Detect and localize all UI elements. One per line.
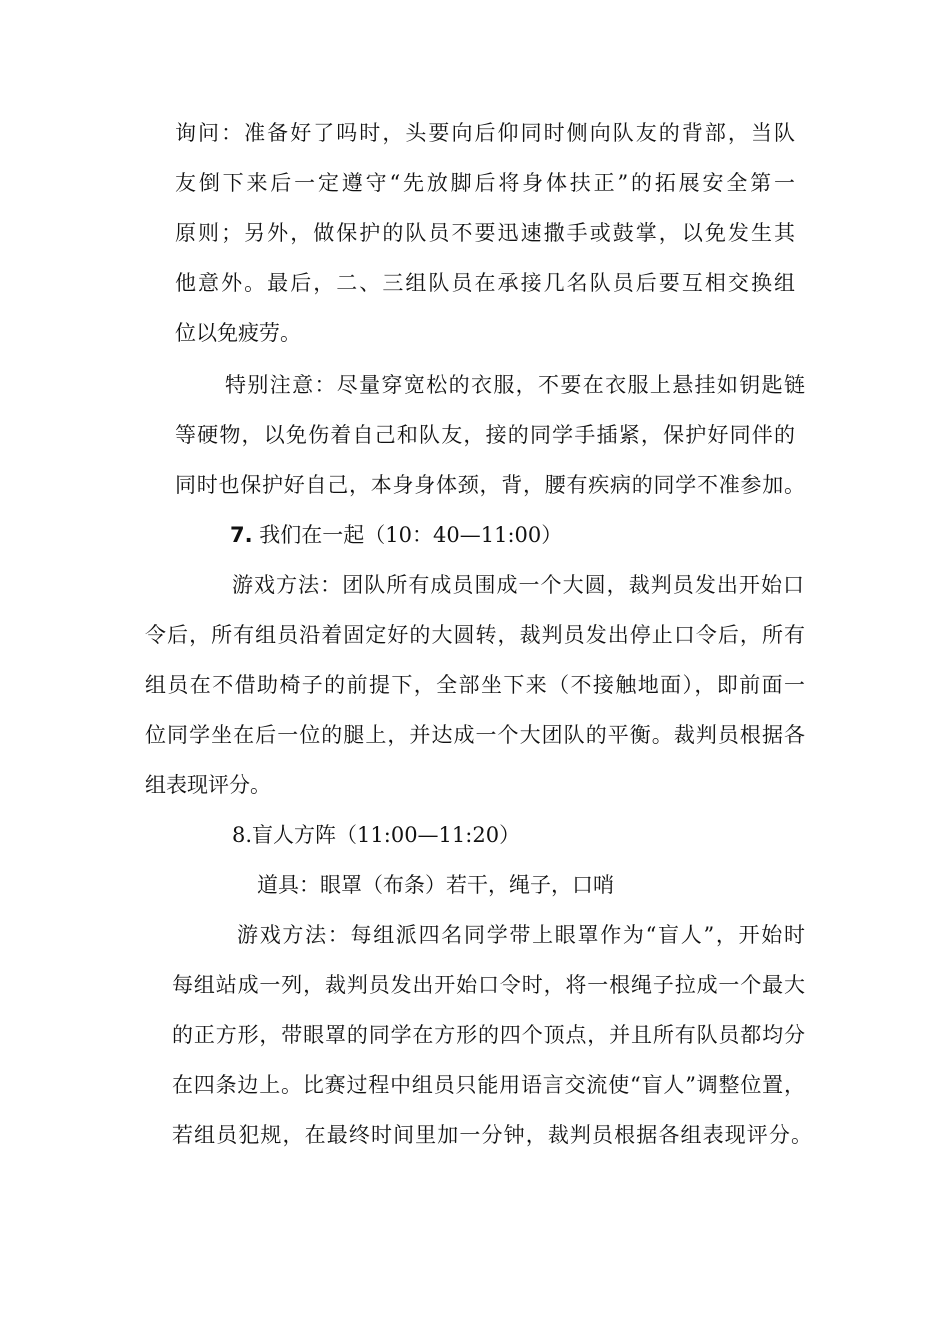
s8-line-5: 若组员犯规，在最终时间里加一分钟，裁判员根据各组表现评分。 — [172, 1123, 814, 1147]
p1-line-2: 友倒下来后一定遵守“先放脚后将身体扶正”的拓展安全第一 — [175, 171, 798, 195]
s8-line-4: 在四条边上。比赛过程中组员只能用语言交流使“盲人”调整位置， — [172, 1073, 806, 1097]
s7-line-1: 游戏方法：团队所有成员围成一个大圆，裁判员发出开始口 — [232, 573, 806, 597]
p1-line-1: 询问：准备好了吗时，头要向后仰同时侧向队友的背部，当队 — [175, 121, 798, 145]
p1-line-3: 原则；另外，做保护的队员不要迅速撒手或鼓掌，以免发生其 — [175, 221, 798, 245]
p2-line-2: 等硬物，以免伤着自己和队友，接的同学手插紧，保护好同伴的 — [175, 423, 797, 447]
section-8-props: 道具：眼罩（布条）若干，绳子，口哨 — [257, 873, 614, 897]
p2-line-3: 同时也保护好自己，本身身体颈，背，腰有疾病的同学不准参加。 — [175, 473, 806, 497]
section-8-heading: 8.盲人方阵（11:00—11:20） — [232, 823, 521, 847]
s7-line-3: 组员在不借助椅子的前提下，全部坐下来（不接触地面），即前面一 — [145, 673, 807, 697]
p2-line-1: 特别注意：尽量穿宽松的衣服，不要在衣服上悬挂如钥匙链 — [225, 373, 807, 397]
section-7-number: 7. — [230, 523, 253, 547]
s7-line-5: 组表现评分。 — [145, 773, 271, 797]
s8-line-3: 的正方形，带眼罩的同学在方形的四个顶点，并且所有队员都均分 — [172, 1023, 806, 1047]
s7-line-4: 位同学坐在后一位的腿上，并达成一个大团队的平衡。裁判员根据各 — [145, 723, 807, 747]
p1-line-5: 位以免疲劳。 — [175, 321, 301, 345]
s8-line-2: 每组站成一列，裁判员发出开始口令时，将一根绳子拉成一个最大 — [172, 973, 806, 997]
p1-line-4: 他意外。最后，二、三组队员在承接几名队员后要互相交换组 — [175, 271, 798, 295]
section-7-heading — [230, 520, 562, 550]
s7-line-2: 令后，所有组员沿着固定好的大圆转，裁判员发出停止口令后，所有 — [145, 623, 807, 647]
s8-line-1: 游戏方法：每组派四名同学带上眼罩作为“盲人”，开始时 — [237, 923, 807, 947]
section-7-title: 我们在一起（10：40—11:00） — [259, 523, 563, 547]
